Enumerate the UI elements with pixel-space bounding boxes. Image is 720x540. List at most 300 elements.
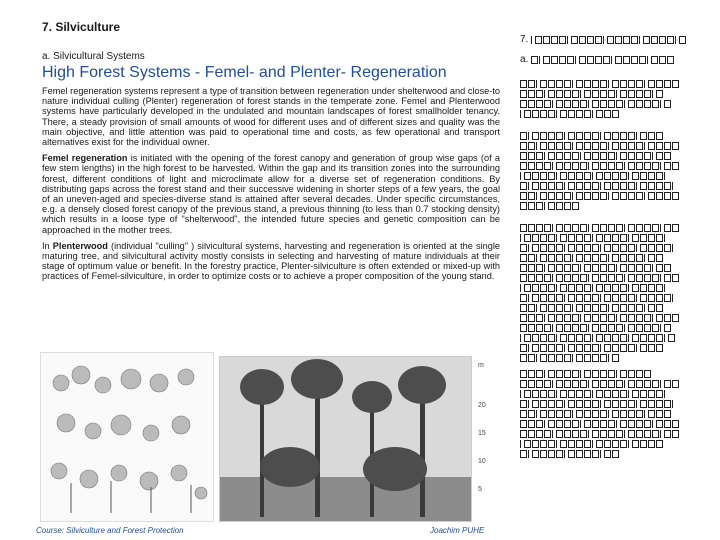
glyph-box <box>584 244 591 252</box>
glyph-box <box>623 36 630 44</box>
glyph-box <box>584 234 591 242</box>
glyph-box <box>520 202 527 210</box>
glyph-box <box>572 142 575 150</box>
glyph-box <box>640 182 647 190</box>
glyph-box <box>608 304 611 312</box>
glyph-box <box>564 380 571 388</box>
glyph-box <box>652 100 659 108</box>
garbled-text-line <box>520 274 679 282</box>
glyph-box <box>600 314 607 322</box>
glyph-box <box>664 100 671 108</box>
glyph-box <box>612 410 619 418</box>
glyph-box <box>600 192 607 200</box>
glyph-box <box>544 224 551 232</box>
glyph-box <box>548 172 555 180</box>
glyph-box <box>592 440 595 448</box>
glyph-box <box>520 450 527 458</box>
glyph-box <box>548 304 555 312</box>
glyph-box <box>604 294 611 302</box>
glyph-box <box>672 430 679 438</box>
glyph-box <box>584 370 591 378</box>
glyph-box <box>556 440 559 448</box>
glyph-box <box>528 344 531 352</box>
garbled-text-line <box>520 304 663 312</box>
paragraph-femel-intro: Femel regeneration systems represent a type of transition between regeneration under shelterwood and close-to nature individual culling (Plenter) regeneration of forest stands in the temperate zone. Femel and Plenterwood systems have particularly developed in the undulated and mountain landscapes of forest smallholder tenancy. There, a steady provision of small amounts of wood for different uses and of different sizes and quality was the main objective, and little attention was paid to operational time and costs, as few operational and transport alternatives exist for the individual owner. <box>42 86 500 148</box>
glyph-box <box>532 284 539 292</box>
glyph-box <box>520 294 527 302</box>
glyph-box <box>644 192 647 200</box>
glyph-box <box>636 410 643 418</box>
glyph-box <box>576 304 583 312</box>
glyph-box <box>640 244 647 252</box>
glyph-box <box>656 142 663 150</box>
glyph-box <box>600 294 603 302</box>
glyph-box <box>592 430 599 438</box>
glyph-box <box>667 56 674 64</box>
glyph-box <box>540 284 547 292</box>
glyph-box <box>620 370 627 378</box>
glyph-box <box>548 294 555 302</box>
glyph-box <box>572 90 579 98</box>
glyph-box <box>556 314 563 322</box>
glyph-box <box>580 370 583 378</box>
glyph-box <box>520 304 527 312</box>
glyph-box <box>608 224 615 232</box>
glyph-box <box>652 90 655 98</box>
glyph-box <box>556 304 563 312</box>
glyph-box <box>588 224 591 232</box>
glyph-box <box>672 380 679 388</box>
glyph-box <box>548 344 555 352</box>
glyph-box <box>576 244 583 252</box>
glyph-box <box>548 110 555 118</box>
glyph-box <box>664 400 671 408</box>
glyph-box <box>576 284 583 292</box>
glyph-box <box>564 420 571 428</box>
glyph-box <box>548 450 555 458</box>
glyph-box <box>551 36 558 44</box>
glyph-box <box>584 182 591 190</box>
glyph-box <box>616 314 619 322</box>
scale-tick-15: 15 <box>478 430 486 437</box>
glyph-box <box>600 162 607 170</box>
garbled-text-line <box>520 234 667 242</box>
glyph-box <box>631 56 638 64</box>
glyph-box <box>628 162 635 170</box>
glyph-box <box>656 334 663 342</box>
glyph-box <box>592 390 595 398</box>
glyph-box <box>616 420 619 428</box>
glyph-box <box>548 142 555 150</box>
glyph-box <box>548 334 555 342</box>
glyph-box <box>600 430 607 438</box>
glyph-box <box>664 324 671 332</box>
glyph-box <box>576 80 583 88</box>
glyph-box <box>608 324 615 332</box>
glyph-box <box>568 334 575 342</box>
glyph-box <box>520 110 523 118</box>
glyph-box <box>592 370 599 378</box>
glyph-box <box>584 152 591 160</box>
glyph-box <box>576 132 583 140</box>
glyph-box <box>520 274 527 282</box>
glyph-box <box>556 80 563 88</box>
glyph-box <box>656 294 663 302</box>
glyph-box <box>536 430 543 438</box>
glyph-box <box>592 314 599 322</box>
glyph-box <box>564 244 567 252</box>
glyph-box <box>528 162 535 170</box>
glyph-box <box>556 354 563 362</box>
glyph-box <box>584 354 591 362</box>
glyph-box <box>592 334 595 342</box>
glyph-box <box>656 284 663 292</box>
glyph-box <box>600 370 607 378</box>
glyph-box <box>584 450 591 458</box>
glyph-box <box>648 142 655 150</box>
glyph-box <box>648 410 655 418</box>
glyph-box <box>544 380 551 388</box>
glyph-box <box>564 202 571 210</box>
glyph-box <box>640 234 647 242</box>
glyph-box <box>528 192 535 200</box>
glyph-box <box>536 274 543 282</box>
glyph-box <box>643 36 650 44</box>
glyph-box <box>620 192 627 200</box>
glyph-box <box>600 450 603 458</box>
glyph-box <box>604 334 611 342</box>
glyph-box <box>656 192 663 200</box>
glyph-box <box>628 324 635 332</box>
glyph-box <box>600 354 607 362</box>
glyph-box <box>608 274 615 282</box>
glyph-box <box>620 410 627 418</box>
glyph-box <box>544 202 547 210</box>
glyph-box <box>576 354 583 362</box>
glyph-box <box>540 304 547 312</box>
forest-profile-drawing <box>40 352 214 522</box>
glyph-box <box>524 172 531 180</box>
glyph-box <box>592 294 599 302</box>
glyph-box <box>648 192 655 200</box>
glyph-box <box>596 334 603 342</box>
glyph-box <box>584 314 591 322</box>
glyph-box <box>584 110 591 118</box>
glyph-box <box>636 142 643 150</box>
glyph-box <box>576 110 583 118</box>
glyph-box <box>540 450 547 458</box>
glyph-box <box>571 36 578 44</box>
glyph-box <box>568 390 575 398</box>
glyph-box <box>536 410 539 418</box>
glyph-box <box>644 314 651 322</box>
glyph-box <box>595 36 602 44</box>
glyph-box <box>636 192 643 200</box>
glyph-box <box>628 152 635 160</box>
glyph-box <box>528 90 535 98</box>
glyph-box <box>559 56 566 64</box>
glyph-box <box>592 132 599 140</box>
glyph-box <box>556 192 563 200</box>
glyph-box <box>564 370 571 378</box>
glyph-box <box>560 390 567 398</box>
glyph-box <box>556 390 559 398</box>
garbled-text-line <box>520 420 679 428</box>
glyph-box <box>600 304 607 312</box>
glyph-box <box>612 80 619 88</box>
glyph-box <box>612 354 619 362</box>
garbled-text-line <box>520 264 671 272</box>
glyph-box <box>608 410 611 418</box>
glyph-box <box>604 110 611 118</box>
glyph-box <box>656 254 663 262</box>
glyph-box <box>604 390 611 398</box>
glyph-box <box>536 162 543 170</box>
glyph-box <box>600 80 607 88</box>
glyph-box <box>548 420 555 428</box>
glyph-box <box>656 264 663 272</box>
glyph-box <box>520 172 523 180</box>
glyph-box <box>612 344 619 352</box>
glyph-box <box>564 152 571 160</box>
glyph-box <box>568 400 575 408</box>
glyph-box <box>675 36 678 44</box>
glyph-box <box>656 172 663 180</box>
glyph-box <box>664 142 671 150</box>
glyph-box <box>528 254 535 262</box>
footer-author: Joachim PUHE <box>430 526 485 535</box>
glyph-box <box>620 132 627 140</box>
glyph-box <box>588 274 591 282</box>
glyph-box <box>584 420 591 428</box>
glyph-box <box>628 380 635 388</box>
glyph-box <box>636 400 639 408</box>
glyph-box <box>644 224 651 232</box>
glyph-box <box>592 344 599 352</box>
glyph-box <box>608 162 615 170</box>
glyph-box <box>548 152 555 160</box>
glyph-box <box>592 264 599 272</box>
glyph-box <box>595 56 602 64</box>
glyph-box <box>540 254 547 262</box>
garbled-text-line <box>520 80 679 88</box>
glyph-box <box>616 224 623 232</box>
glyph-box <box>520 390 523 398</box>
glyph-box <box>592 172 595 180</box>
glyph-box <box>620 334 627 342</box>
garbled-text-line <box>520 132 663 140</box>
glyph-box <box>524 334 531 342</box>
glyph-box <box>612 440 619 448</box>
glyph-box <box>520 80 527 88</box>
glyph-box <box>520 420 527 428</box>
glyph-box <box>644 152 651 160</box>
garbled-text-line <box>520 254 663 262</box>
glyph-box <box>567 36 570 44</box>
glyph-box <box>540 410 547 418</box>
glyph-box <box>620 182 627 190</box>
glyph-box <box>672 192 679 200</box>
glyph-box <box>656 80 663 88</box>
glyph-box <box>604 344 611 352</box>
glyph-box <box>564 314 571 322</box>
glyph-box <box>628 370 635 378</box>
glyph-box <box>600 142 607 150</box>
glyph-box <box>543 56 550 64</box>
glyph-box <box>651 56 658 64</box>
glyph-box <box>624 430 627 438</box>
glyph-box <box>592 234 595 242</box>
glyph-box <box>644 162 651 170</box>
glyph-box <box>652 162 659 170</box>
glyph-box <box>520 152 527 160</box>
glyph-box <box>644 274 651 282</box>
glyph-box <box>564 132 567 140</box>
glyph-box <box>572 324 579 332</box>
glyph-box <box>528 370 535 378</box>
glyph-box <box>656 304 663 312</box>
glyph-box <box>588 162 591 170</box>
glyph-box <box>520 234 523 242</box>
glyph-box <box>528 400 531 408</box>
glyph-box <box>540 400 547 408</box>
glyph-box <box>628 420 635 428</box>
glyph-box <box>612 244 619 252</box>
glyph-box <box>612 234 619 242</box>
glyph-box <box>524 390 531 398</box>
glyph-box <box>628 344 635 352</box>
glyph-box <box>551 56 558 64</box>
glyph-box <box>664 192 671 200</box>
glyph-box <box>620 294 627 302</box>
garbled-text-line <box>520 192 679 200</box>
glyph-box <box>620 244 627 252</box>
glyph-box <box>548 202 555 210</box>
glyph-box <box>576 294 583 302</box>
glyph-box <box>656 344 663 352</box>
glyph-box <box>600 274 607 282</box>
glyph-box <box>556 324 563 332</box>
glyph-box <box>580 264 583 272</box>
paragraph-plenter-text: (individual "culling" ) silvicultural systems, harvesting and regeneration is oriented at the single maturing tree, and silvicultural activity mostly consists in selecting and harvesting of mature individuals at their stage of optimum value or benefit. In the forestry practice, Plenter-silviculture is often extended or mixed-up with practices of Femel-silviculture, in order to optimize costs or to achieve a proper composition of the young stand. <box>42 240 500 282</box>
glyph-box <box>664 274 671 282</box>
glyph-box <box>632 390 639 398</box>
glyph-box <box>564 254 571 262</box>
glyph-box <box>608 142 611 150</box>
glyph-box <box>520 284 523 292</box>
garbled-text-line <box>520 450 619 458</box>
glyph-box <box>572 274 579 282</box>
glyph-box <box>616 152 619 160</box>
glyph-box <box>604 172 611 180</box>
glyph-box <box>608 192 611 200</box>
garbled-text-line <box>520 152 671 160</box>
glyph-box <box>648 244 655 252</box>
glyph-box <box>556 132 563 140</box>
glyph-box <box>632 334 639 342</box>
glyph-box <box>528 100 535 108</box>
glyph-box <box>616 90 619 98</box>
glyph-box <box>576 334 583 342</box>
glyph-box <box>616 162 623 170</box>
garbled-text-line <box>520 244 675 252</box>
glyph-box <box>612 294 619 302</box>
glyph-box <box>552 380 555 388</box>
glyph-box <box>532 234 539 242</box>
glyph-box <box>632 440 639 448</box>
glyph-box <box>656 314 663 322</box>
glyph-box <box>667 36 674 44</box>
glyph-box <box>608 314 615 322</box>
glyph-box <box>576 440 583 448</box>
glyph-box <box>520 192 527 200</box>
glyph-box <box>572 420 579 428</box>
forest-photo-svg <box>220 357 471 521</box>
glyph-box <box>580 274 587 282</box>
glyph-box <box>604 132 611 140</box>
glyph-box <box>644 100 651 108</box>
garbled-text-line <box>520 430 679 438</box>
glyph-box <box>548 264 555 272</box>
glyph-box <box>580 314 583 322</box>
glyph-box <box>552 324 555 332</box>
glyph-box <box>548 390 555 398</box>
glyph-box <box>664 80 671 88</box>
glyph-box <box>588 380 591 388</box>
glyph-box <box>520 244 527 252</box>
glyph-box <box>636 152 643 160</box>
glyph-box <box>587 36 594 44</box>
glyph-box <box>628 234 631 242</box>
glyph-box <box>620 400 627 408</box>
scale-tick-20: 20 <box>478 402 486 409</box>
glyph-box <box>604 450 611 458</box>
glyph-box <box>636 244 639 252</box>
garbled-chapter-prefix: 7. <box>520 34 529 45</box>
garbled-text-line <box>520 172 667 180</box>
glyph-box <box>544 370 547 378</box>
glyph-box <box>608 380 615 388</box>
glyph-box <box>564 304 571 312</box>
glyph-box <box>584 284 591 292</box>
glyph-box <box>572 100 579 108</box>
glyph-box <box>536 90 543 98</box>
forest-drawing-svg <box>41 353 213 521</box>
glyph-box <box>620 420 627 428</box>
glyph-box <box>623 56 630 64</box>
glyph-box <box>576 142 583 150</box>
glyph-box <box>664 162 671 170</box>
glyph-box <box>568 182 575 190</box>
glyph-box <box>628 224 635 232</box>
glyph-box <box>540 182 547 190</box>
glyph-box <box>628 254 635 262</box>
glyph-box <box>620 142 627 150</box>
glyph-box <box>604 284 611 292</box>
glyph-box <box>660 324 663 332</box>
garbled-section-prefix: a. <box>520 54 529 65</box>
glyph-box <box>612 110 619 118</box>
glyph-box <box>608 100 615 108</box>
glyph-box <box>631 36 638 44</box>
glyph-box <box>672 224 679 232</box>
glyph-box <box>636 100 643 108</box>
glyph-box <box>556 110 559 118</box>
glyph-box <box>520 162 527 170</box>
glyph-box <box>556 410 563 418</box>
glyph-box <box>584 440 591 448</box>
glyph-box <box>636 162 643 170</box>
